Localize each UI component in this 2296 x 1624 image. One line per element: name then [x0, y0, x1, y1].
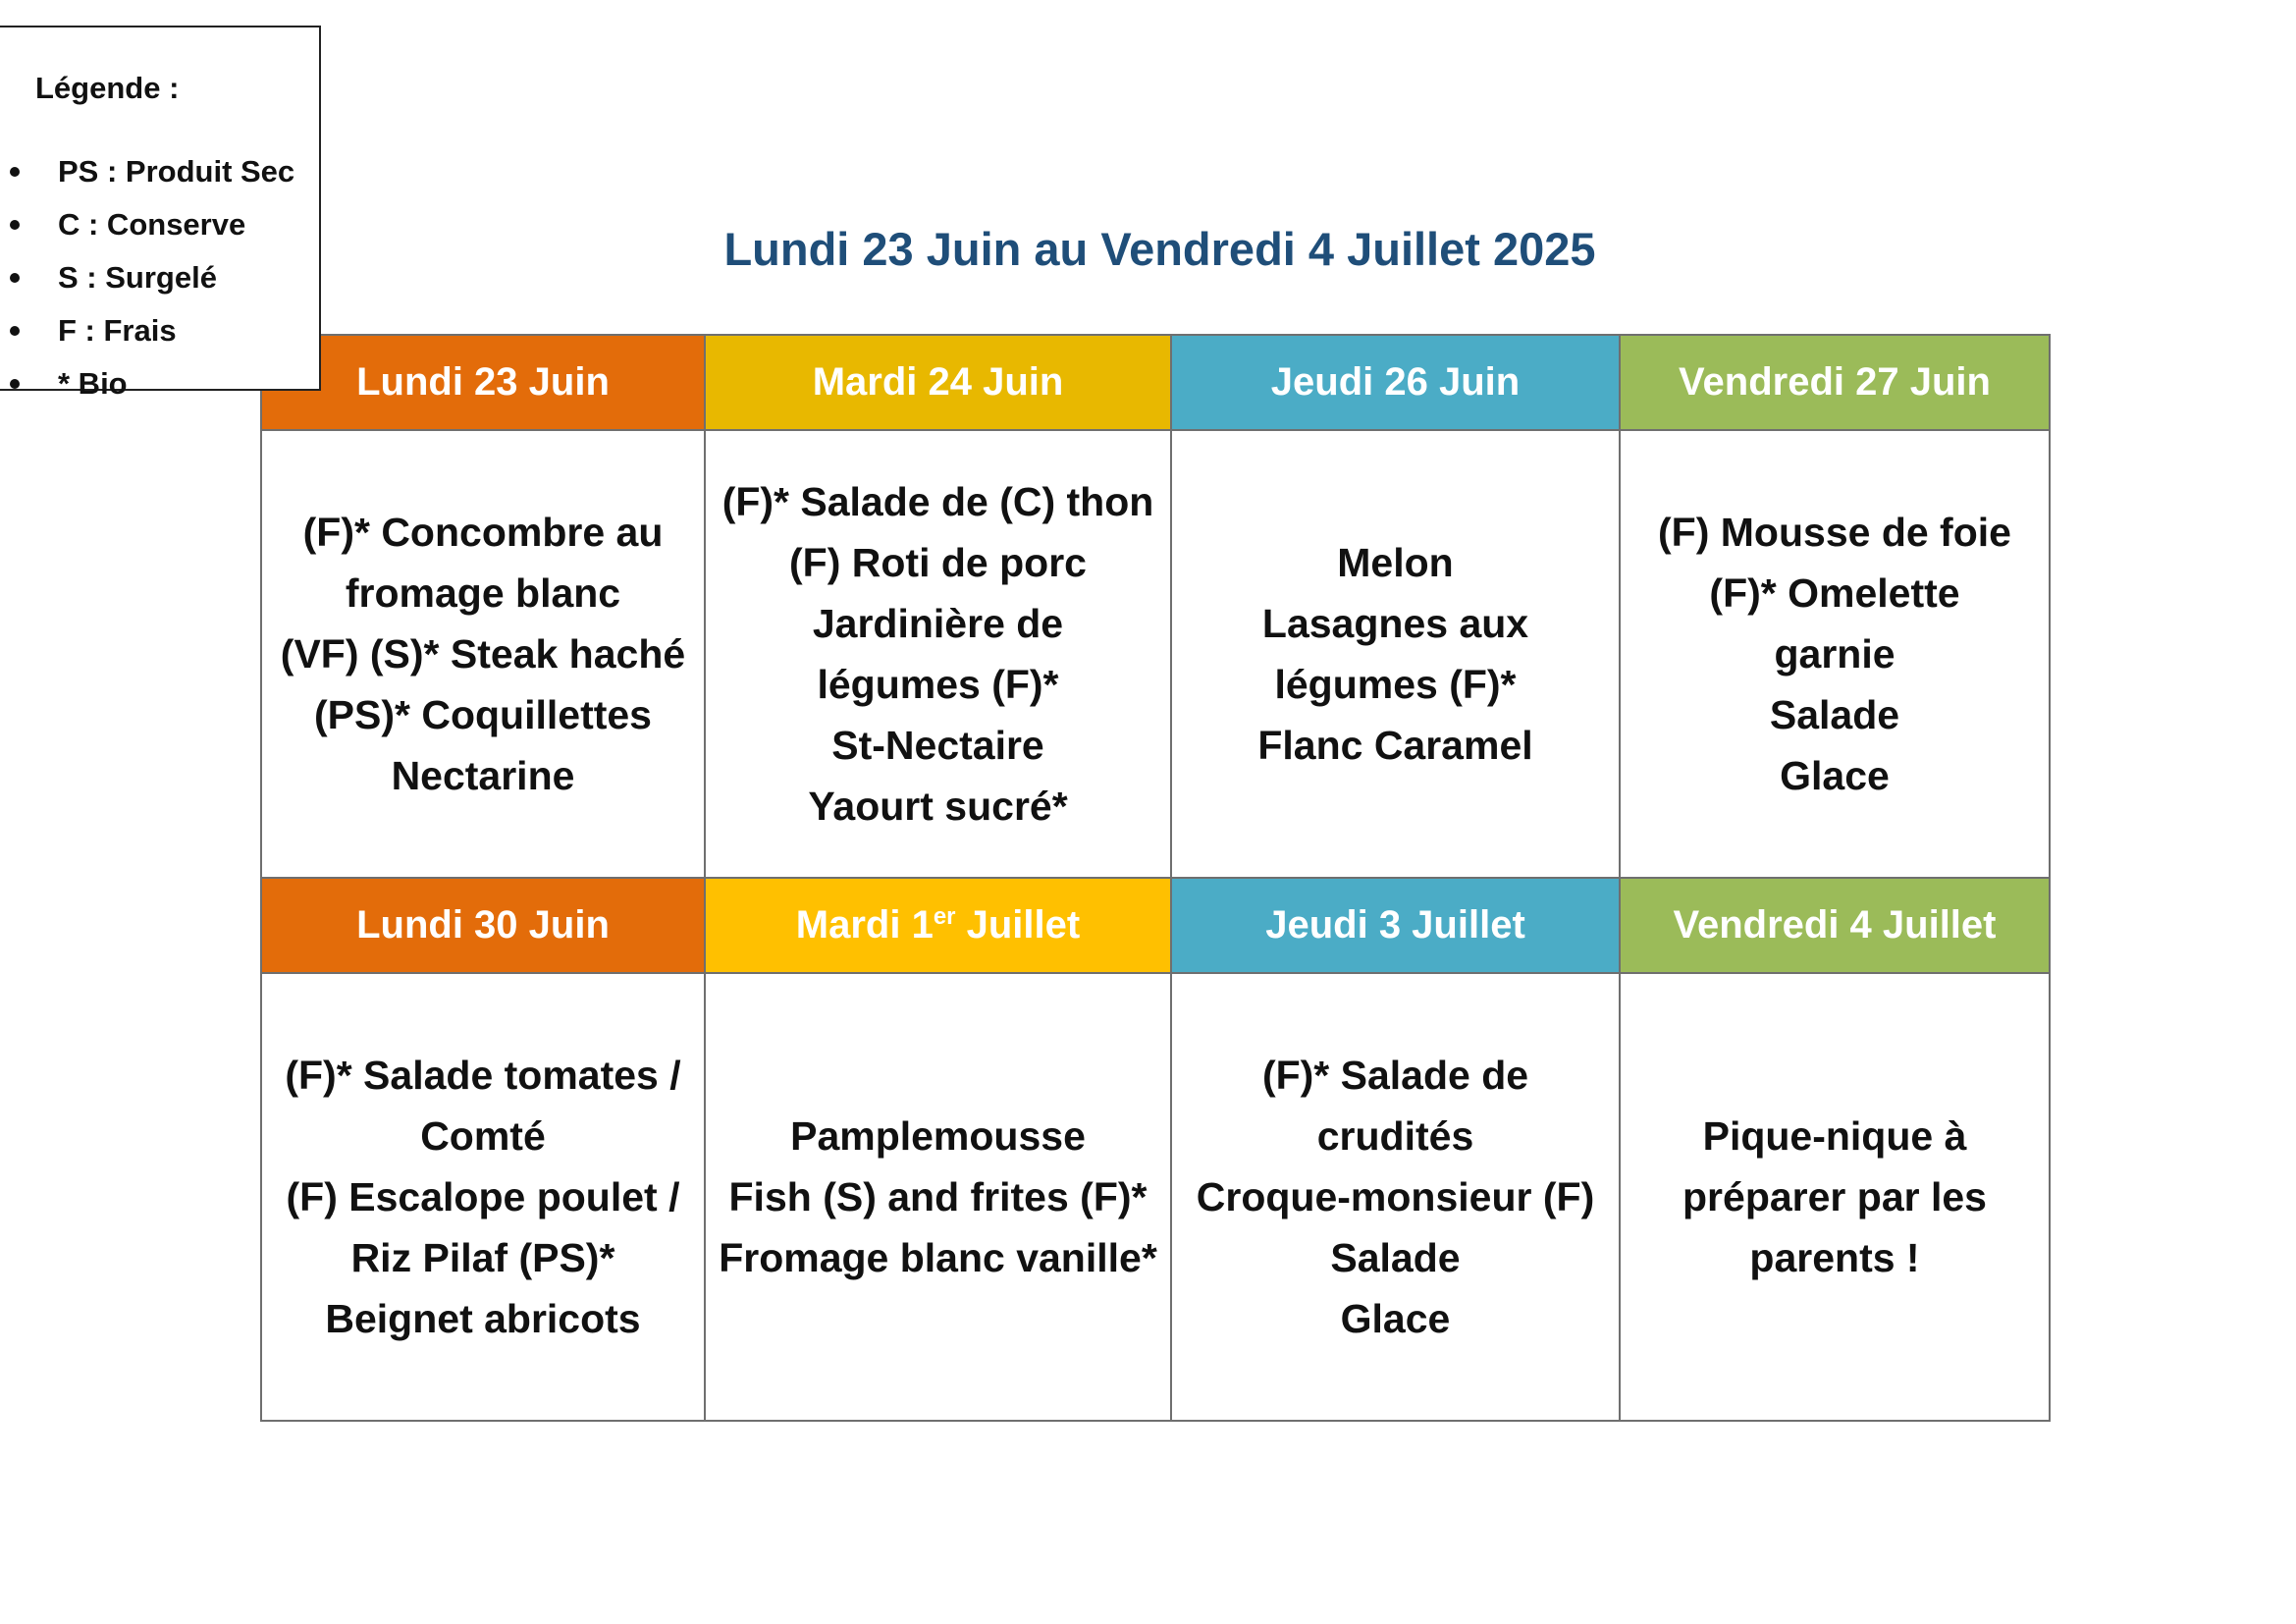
day-header-vendredi-4: Vendredi 4 Juillet — [1620, 878, 2050, 973]
legend-item-label: * Bio — [58, 366, 128, 401]
menu-line: Glace — [1340, 1296, 1451, 1341]
menu-line: Glace — [1780, 753, 1890, 798]
legend-list — [0, 145, 294, 410]
menu-line: Nectarine — [391, 753, 575, 798]
legend-item-label: PS : Produit Sec — [58, 154, 295, 189]
legend-item — [0, 357, 294, 410]
week1-menu-row — [261, 430, 2050, 878]
day-header-mardi-1 — [705, 878, 1171, 973]
day-header-text: Juillet — [955, 903, 1081, 947]
day-header-vendredi-27: Vendredi 27 Juin — [1620, 335, 2050, 430]
page-title: Lundi 23 Juin au Vendredi 4 Juillet 2025 — [723, 223, 1596, 275]
menu-vendredi-4 — [1620, 973, 2050, 1421]
menu-lundi-30 — [261, 973, 705, 1421]
menu-line: (F)* Omelette — [1709, 570, 1960, 616]
menu-line: Salade — [1330, 1235, 1461, 1280]
menu-line: Fromage blanc vanille* — [719, 1235, 1157, 1280]
menu-line: Pamplemousse — [790, 1113, 1086, 1159]
menu-jeudi-3 — [1171, 973, 1620, 1421]
day-header-jeudi-26: Jeudi 26 Juin — [1171, 335, 1620, 430]
menu-vendredi-27 — [1620, 430, 2050, 878]
bullet-icon — [10, 167, 20, 177]
legend-item — [0, 198, 294, 251]
legend-item — [0, 145, 294, 198]
bullet-icon — [10, 326, 20, 336]
menu-line: (F) Mousse de foie — [1658, 510, 2011, 555]
menu-line: garnie — [1774, 631, 1896, 677]
menu-line: crudités — [1316, 1113, 1474, 1159]
day-header-lundi-23: Lundi 23 Juin — [261, 335, 705, 430]
menu-line: Croque-monsieur (F) — [1196, 1174, 1595, 1219]
menu-line: Comté — [420, 1113, 546, 1159]
menu-line: Fish (S) and frites (F)* — [728, 1174, 1148, 1219]
menu-jeudi-26 — [1171, 430, 1620, 878]
menu-line: Flanc Caramel — [1257, 723, 1533, 768]
menu-mardi-24 — [705, 430, 1171, 878]
menu-line: Melon — [1337, 540, 1454, 585]
legend-item-label: F : Frais — [58, 313, 177, 348]
menu-line: fromage blanc — [345, 570, 621, 616]
legend-item-label: C : Conserve — [58, 207, 246, 242]
menu-line: Jardinière de — [812, 601, 1064, 646]
menu-line: (F)* Concombre au — [302, 510, 664, 555]
menu-line: Beignet abricots — [325, 1296, 641, 1341]
menu-line: (F)* Salade tomates / — [285, 1053, 681, 1098]
legend-item — [0, 251, 294, 304]
menu-line: Pique-nique à — [1702, 1113, 1967, 1159]
menu-table — [260, 334, 2051, 1422]
menu-line: (F)* Salade de (C) thon — [721, 479, 1154, 524]
menu-line: Lasagnes aux — [1261, 601, 1529, 646]
menu-mardi-1 — [705, 973, 1171, 1421]
day-header-mardi-24: Mardi 24 Juin — [705, 335, 1171, 430]
menu-line: préparer par les — [1682, 1174, 1987, 1219]
bullet-icon — [10, 220, 20, 230]
menu-line: (VF) (S)* Steak haché — [280, 631, 686, 677]
week2-menu-row — [261, 973, 2050, 1421]
bullet-icon — [10, 273, 20, 283]
legend-title: Légende : — [35, 71, 180, 105]
menu-line: légumes (F)* — [1274, 662, 1517, 707]
menu-line: parents ! — [1749, 1235, 1920, 1280]
menu-line: légumes (F)* — [817, 662, 1059, 707]
day-header-text: Mardi 1 — [795, 903, 934, 947]
legend-item-label: S : Surgelé — [58, 260, 217, 295]
legend-box — [0, 26, 321, 401]
legend-item — [0, 304, 294, 357]
menu-line: Yaourt sucré* — [808, 784, 1068, 829]
ordinal-suffix: er — [933, 903, 956, 930]
menu-line: Salade — [1769, 692, 1900, 737]
day-header-lundi-30: Lundi 30 Juin — [261, 878, 705, 973]
week2-header-row — [261, 878, 2050, 973]
day-header-jeudi-3: Jeudi 3 Juillet — [1171, 878, 1620, 973]
menu-lundi-23 — [261, 430, 705, 878]
bullet-icon — [10, 379, 20, 389]
menu-line: Riz Pilaf (PS)* — [350, 1235, 615, 1280]
menu-line: (F) Escalope poulet / — [286, 1174, 680, 1219]
menu-line: (F) Roti de porc — [789, 540, 1087, 585]
menu-line: St-Nectaire — [831, 723, 1044, 768]
week1-header-row — [261, 335, 2050, 430]
menu-line: (PS)* Coquillettes — [314, 692, 652, 737]
menu-line: (F)* Salade de — [1261, 1053, 1529, 1098]
